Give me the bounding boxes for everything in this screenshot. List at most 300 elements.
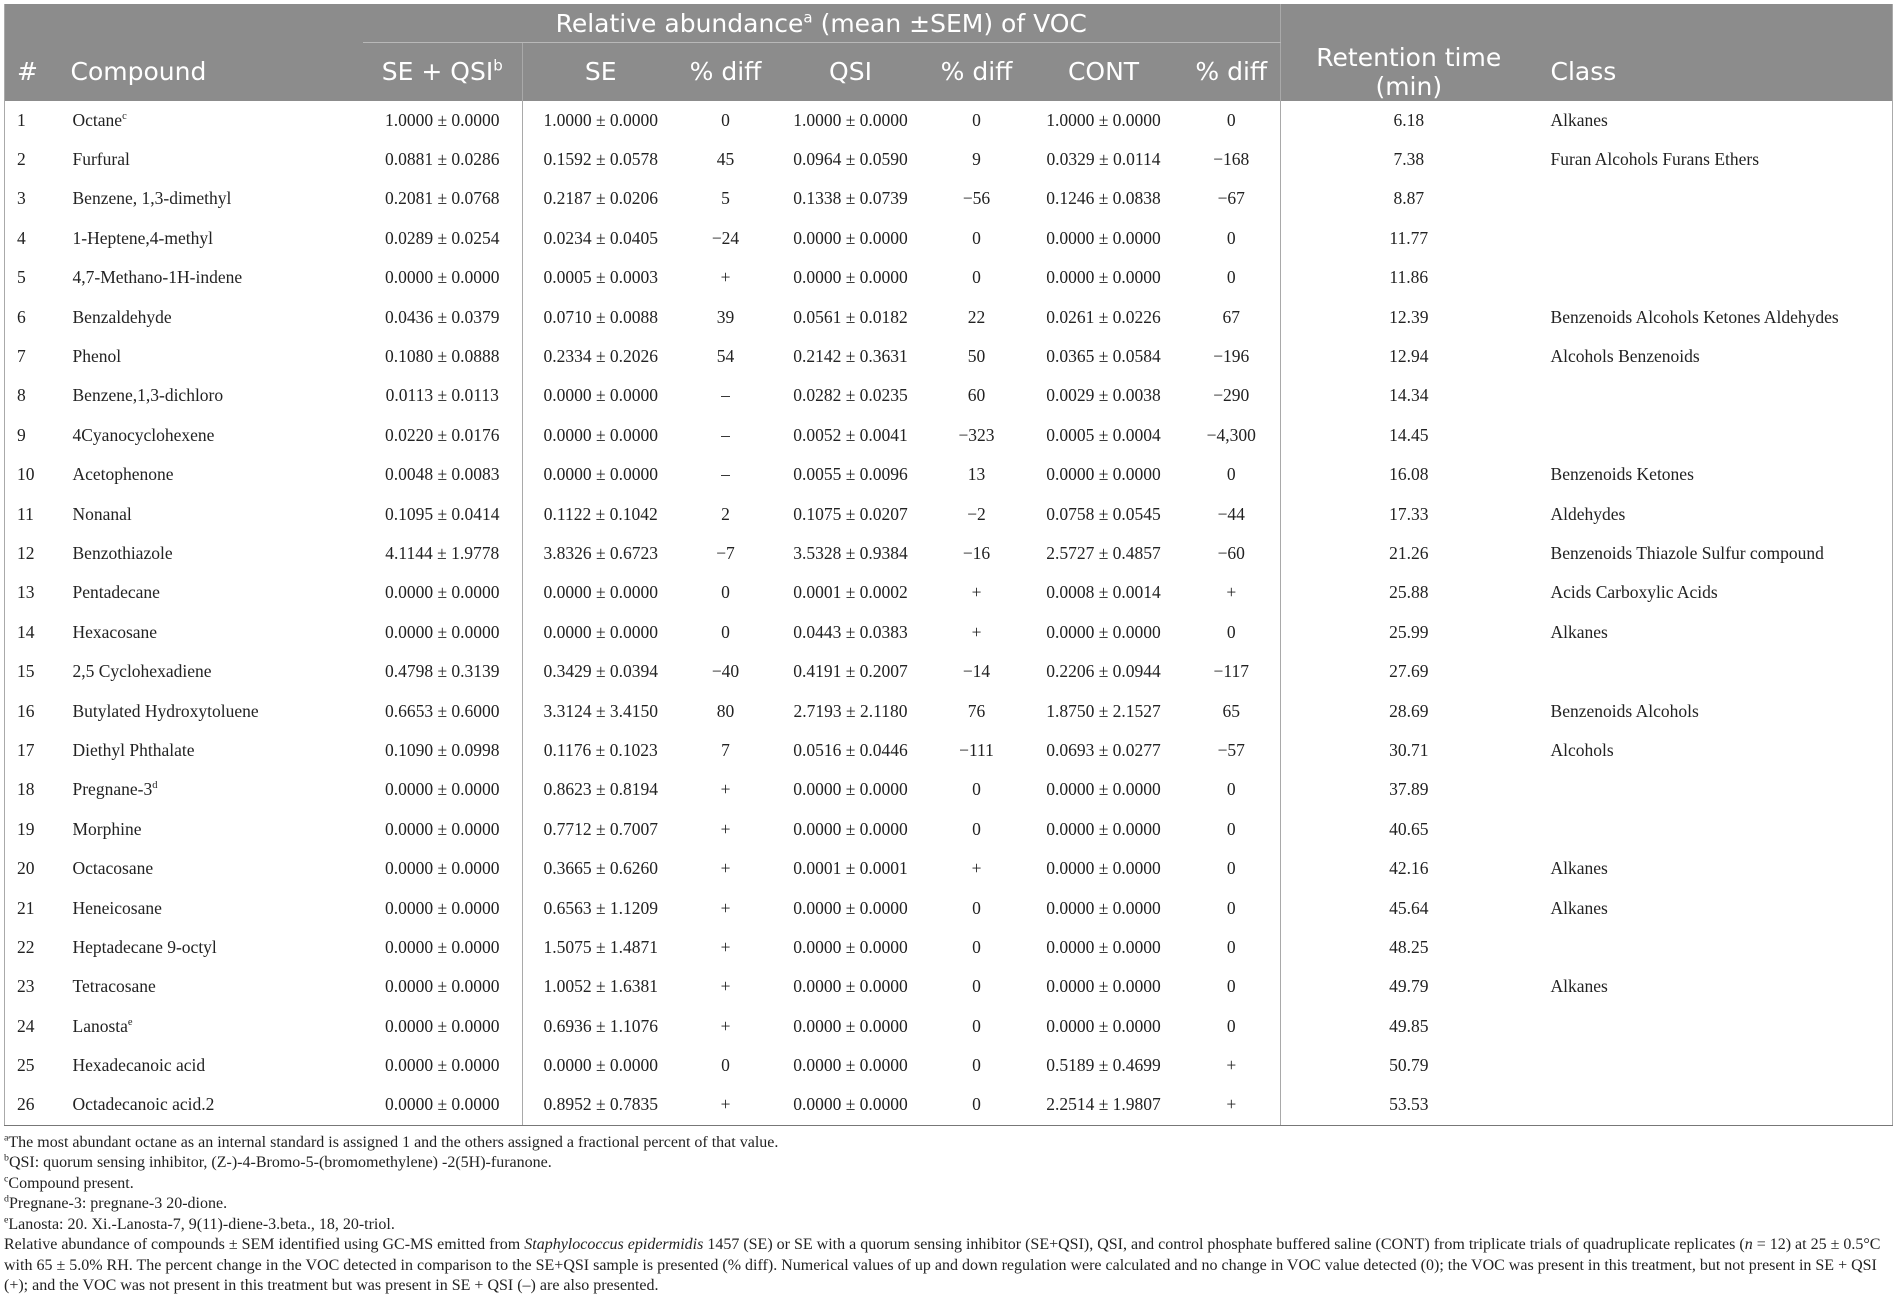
value-se-qsi: 0.0289 ± 0.0254 xyxy=(384,227,500,248)
value-se: 1.0052 ± 1.6381 xyxy=(523,967,679,1006)
diff-cont: 0 xyxy=(1226,227,1236,248)
diff-qsi: 0 xyxy=(972,897,981,918)
value-qsi: 0.0000 ± 0.0000 xyxy=(793,1015,908,1036)
diff-cont: 0 xyxy=(1226,858,1236,879)
table-row xyxy=(5,888,1893,927)
col-se-qsi: SE + $QSI^b$ xyxy=(381,56,503,87)
diff-se: 45 xyxy=(716,149,735,170)
diff-cont: + xyxy=(1226,582,1237,603)
value-cont: 0.0000 ± 0.0000 xyxy=(1046,621,1161,642)
value-qsi: 0.0516 ± 0.0446 xyxy=(793,739,908,760)
compound-name: Phenol xyxy=(72,346,122,367)
retention-time: 16.08 xyxy=(1281,455,1537,494)
diff-se: – xyxy=(721,464,730,485)
compound-class xyxy=(1537,219,1893,258)
row-number: 19 xyxy=(17,818,35,839)
value-qsi: 0.0000 ± 0.0000 xyxy=(793,779,908,800)
value-se: 1.5075 ± 1.4871 xyxy=(523,928,679,967)
retention-time: 12.94 xyxy=(1281,337,1537,376)
compound-class: Benzenoids Thiazole Sulfur compound xyxy=(1550,542,1824,563)
compound-name: Benzaldehyde xyxy=(72,306,172,327)
compound-name: Octacosane xyxy=(72,858,154,879)
diff-se: + xyxy=(720,897,731,918)
value-cont: 2.5727 ± 0.4857 xyxy=(1046,542,1161,563)
diff-qsi: 0 xyxy=(972,936,981,957)
value-qsi: 0.0000 ± 0.0000 xyxy=(793,818,908,839)
value-qsi: 0.0561 ± 0.0182 xyxy=(793,306,908,327)
row-number: 16 xyxy=(17,700,35,721)
value-cont: 0.0000 ± 0.0000 xyxy=(1046,976,1161,997)
value-se: 0.7712 ± 0.7007 xyxy=(523,810,679,849)
value-qsi: 0.1075 ± 0.0207 xyxy=(793,503,908,524)
table-row xyxy=(5,691,1893,730)
col-class: Class xyxy=(1550,57,1617,86)
table-row xyxy=(5,534,1893,573)
value-qsi: 0.0052 ± 0.0041 xyxy=(793,424,908,445)
table-row xyxy=(5,967,1893,1006)
table-row xyxy=(5,140,1893,179)
diff-se: + xyxy=(720,1015,731,1036)
col-number: # xyxy=(17,57,38,86)
table-row xyxy=(5,928,1893,967)
row-number: 11 xyxy=(17,503,34,524)
value-cont: 1.8750 ± 2.1527 xyxy=(1046,700,1161,721)
footnote-c: $^c$Compound present. xyxy=(4,1173,134,1192)
compound-class: Benzenoids Ketones xyxy=(1550,464,1694,485)
col-diff-cont: % diff xyxy=(1195,57,1268,87)
compound-name: 2,5 Cyclohexadiene xyxy=(72,661,212,682)
diff-cont: + xyxy=(1183,1085,1281,1125)
diff-se: 5 xyxy=(721,188,730,209)
value-cont: 0.0005 ± 0.0004 xyxy=(1046,424,1161,445)
value-se-qsi: 0.1095 ± 0.0414 xyxy=(384,503,500,524)
compound-name: Morphine xyxy=(72,818,142,839)
retention-time: 53.53 xyxy=(1281,1085,1537,1125)
header-row-group xyxy=(5,4,1893,43)
value-se-qsi: 0.4798 ± 0.3139 xyxy=(384,661,500,682)
diff-cont: 0 xyxy=(1226,818,1236,839)
value-cont: 0.0000 ± 0.0000 xyxy=(1046,464,1161,485)
compound-class: Alkanes xyxy=(1550,976,1608,997)
diff-cont: 0 xyxy=(1226,976,1236,997)
compound-name: Pentadecane xyxy=(72,582,160,603)
retention-time: 14.45 xyxy=(1281,416,1537,455)
retention-time: 6.18 xyxy=(1281,101,1537,140)
diff-cont: −168 xyxy=(1213,149,1250,170)
value-qsi: 0.0055 ± 0.0096 xyxy=(793,464,908,485)
row-number: 5 xyxy=(17,267,26,288)
compound-name: Pregnane-3$^d$ xyxy=(72,779,158,800)
col-qsi: QSI xyxy=(829,57,872,87)
table-row xyxy=(5,455,1893,494)
diff-se: + xyxy=(679,1085,773,1125)
header-row-columns xyxy=(5,43,1893,101)
diff-qsi: −111 xyxy=(959,739,994,760)
compound-name: Diethyl Phthalate xyxy=(72,739,195,760)
value-se-qsi: 0.0000 ± 0.0000 xyxy=(384,858,500,879)
value-se: 0.1592 ± 0.0578 xyxy=(523,140,679,179)
value-cont: 0.0000 ± 0.0000 xyxy=(1046,897,1161,918)
value-cont: 0.0000 ± 0.0000 xyxy=(1046,779,1161,800)
value-se: 0.8623 ± 0.8194 xyxy=(523,770,679,809)
compound-name: 1-Heptene,4-methyl xyxy=(72,227,213,248)
retention-time: 11.86 xyxy=(1281,258,1537,297)
value-cont: 0.0000 ± 0.0000 xyxy=(1046,936,1161,957)
diff-qsi: 0 xyxy=(972,818,981,839)
compound-name: 4,7-Methano-1H-indene xyxy=(72,267,243,288)
value-se-qsi: 0.0000 ± 0.0000 xyxy=(363,1085,523,1125)
diff-se: −24 xyxy=(711,227,740,248)
footnote-e: $^e$Lanosta: 20. Xi.-Lanosta-7, 9(11)-diene-3.beta., 18, 20-triol. xyxy=(4,1214,395,1233)
compound-class xyxy=(1537,928,1893,967)
value-se-qsi: 0.6653 ± 0.6000 xyxy=(384,700,500,721)
value-cont: 0.0000 ± 0.0000 xyxy=(1046,227,1161,248)
value-se: 0.0234 ± 0.0405 xyxy=(523,219,679,258)
compound-class: Alcohols xyxy=(1550,739,1614,760)
value-se-qsi: 0.0000 ± 0.0000 xyxy=(384,621,500,642)
diff-qsi: −16 xyxy=(962,542,991,563)
voc-table xyxy=(4,4,1893,1126)
table-row xyxy=(5,770,1893,809)
diff-se: −7 xyxy=(716,542,735,563)
compound-name: Octane$^c$ xyxy=(72,109,127,130)
diff-se: + xyxy=(720,936,731,957)
compound-name: Nonanal xyxy=(72,503,132,524)
retention-time: 21.26 xyxy=(1281,534,1537,573)
row-number: 20 xyxy=(17,858,35,879)
diff-cont: 0 xyxy=(1226,897,1236,918)
diff-se: + xyxy=(720,267,731,288)
diff-qsi: 13 xyxy=(967,464,986,485)
compound-name: Hexadecanoic acid xyxy=(72,1055,206,1076)
diff-se: 0 xyxy=(721,621,730,642)
table-row xyxy=(5,652,1893,691)
value-se: 0.1176 ± 0.1023 xyxy=(523,731,679,770)
value-se-qsi: 4.1144 ± 1.9778 xyxy=(385,542,500,563)
value-qsi: 0.0964 ± 0.0590 xyxy=(793,149,908,170)
value-se-qsi: 0.0220 ± 0.0176 xyxy=(384,424,500,445)
row-number: 21 xyxy=(17,897,35,918)
compound-class xyxy=(1537,1006,1893,1045)
table-row xyxy=(5,297,1893,336)
diff-cont: 0 xyxy=(1226,1015,1236,1036)
diff-se: 80 xyxy=(716,700,735,721)
table-row xyxy=(5,101,1893,140)
value-qsi: 0.0000 ± 0.0000 xyxy=(773,1085,929,1125)
value-se: 3.8326 ± 0.6723 xyxy=(523,534,679,573)
value-cont: 0.0000 ± 0.0000 xyxy=(1046,1015,1161,1036)
row-number: 1 xyxy=(17,109,26,130)
diff-qsi: 0 xyxy=(972,227,981,248)
diff-cont: −44 xyxy=(1217,503,1245,524)
value-se-qsi: 0.1080 ± 0.0888 xyxy=(384,346,500,367)
diff-qsi: 22 xyxy=(967,306,986,327)
retention-time: 11.77 xyxy=(1281,219,1537,258)
diff-se: 54 xyxy=(716,346,735,367)
row-number: 14 xyxy=(17,621,35,642)
diff-se: 0 xyxy=(721,109,730,130)
value-qsi: 0.0001 ± 0.0002 xyxy=(793,582,908,603)
group-header: Relative abundance$^a$ (mean ±SEM) of VOC xyxy=(363,4,1281,43)
compound-class xyxy=(1537,1085,1893,1125)
compound-class xyxy=(1537,416,1893,455)
value-se: 0.0000 ± 0.0000 xyxy=(523,1046,679,1085)
table-row xyxy=(5,731,1893,770)
table-row xyxy=(5,376,1893,415)
diff-qsi: 76 xyxy=(967,700,986,721)
diff-cont: 0 xyxy=(1226,621,1236,642)
value-se-qsi: 0.0436 ± 0.0379 xyxy=(384,306,500,327)
value-se: 0.0005 ± 0.0003 xyxy=(523,258,679,297)
value-cont: 0.0758 ± 0.0545 xyxy=(1046,503,1161,524)
value-se: 0.2187 ± 0.0206 xyxy=(523,179,679,218)
footnote-a: $^a$The most abundant octane as an internal standard is assigned 1 and the others assigned a fractional percent of that value. xyxy=(4,1132,779,1151)
table-row xyxy=(5,258,1893,297)
row-number: 7 xyxy=(17,346,26,367)
diff-qsi: 0 xyxy=(972,1015,981,1036)
compound-name: Hexacosane xyxy=(72,621,158,642)
diff-qsi: 0 xyxy=(929,1085,1025,1125)
retention-time: 30.71 xyxy=(1281,731,1537,770)
compound-class: Benzenoids Alcohols xyxy=(1550,700,1699,721)
diff-se: + xyxy=(720,779,731,800)
table-row xyxy=(5,1046,1893,1085)
diff-qsi: −323 xyxy=(958,424,995,445)
diff-se: 0 xyxy=(721,1055,730,1076)
value-qsi: 0.2142 ± 0.3631 xyxy=(793,346,908,367)
compound-name: Heneicosane xyxy=(72,897,162,918)
value-qsi: 0.0001 ± 0.0001 xyxy=(793,858,908,879)
diff-cont: 0 xyxy=(1226,779,1236,800)
retention-time: 25.88 xyxy=(1281,573,1537,612)
row-number: 6 xyxy=(17,306,26,327)
diff-qsi: + xyxy=(971,858,982,879)
retention-time: 27.69 xyxy=(1281,652,1537,691)
diff-qsi: 9 xyxy=(972,149,981,170)
compound-class xyxy=(1537,652,1893,691)
table-row xyxy=(5,810,1893,849)
compound-name: Benzene, 1,3-dimethyl xyxy=(72,188,232,209)
diff-cont: −290 xyxy=(1213,385,1250,406)
retention-time: 25.99 xyxy=(1281,613,1537,652)
value-se: 0.1122 ± 0.1042 xyxy=(523,494,679,533)
table-row xyxy=(5,1085,1893,1125)
value-se: 0.2334 ± 0.2026 xyxy=(523,337,679,376)
value-qsi: 0.0282 ± 0.0235 xyxy=(793,385,908,406)
diff-cont: 0 xyxy=(1226,936,1236,957)
row-number: 18 xyxy=(17,779,35,800)
row-number: 24 xyxy=(17,1015,35,1036)
value-se-qsi: 0.0000 ± 0.0000 xyxy=(384,779,500,800)
col-retention-time: Retention time (min) xyxy=(1281,43,1537,101)
retention-time: 17.33 xyxy=(1281,494,1537,533)
value-se: 0.0000 ± 0.0000 xyxy=(523,416,679,455)
value-cont: 0.0000 ± 0.0000 xyxy=(1046,818,1161,839)
diff-qsi: −14 xyxy=(962,661,991,682)
compound-class xyxy=(1537,258,1893,297)
compound-class: Alkanes xyxy=(1550,109,1608,130)
value-se: 0.8952 ± 0.7835 xyxy=(523,1085,679,1125)
value-cont: 0.0000 ± 0.0000 xyxy=(1046,267,1161,288)
value-cont: 0.0329 ± 0.0114 xyxy=(1046,149,1161,170)
compound-class: Aldehydes xyxy=(1550,503,1626,524)
footnotes xyxy=(4,1133,1890,1297)
diff-qsi: 0 xyxy=(972,779,981,800)
compound-name: Benzothiazole xyxy=(72,542,173,563)
diff-qsi: −2 xyxy=(967,503,986,524)
value-se-qsi: 0.1090 ± 0.0998 xyxy=(384,739,500,760)
value-se: 0.0000 ± 0.0000 xyxy=(523,376,679,415)
value-qsi: 0.0000 ± 0.0000 xyxy=(793,227,908,248)
compound-class xyxy=(1537,810,1893,849)
diff-qsi: + xyxy=(971,621,982,642)
diff-cont: −60 xyxy=(1217,542,1245,563)
retention-time: 37.89 xyxy=(1281,770,1537,809)
value-qsi: 2.7193 ± 2.1180 xyxy=(793,700,908,721)
value-se: 0.6563 ± 1.1209 xyxy=(523,888,679,927)
value-cont: 0.0029 ± 0.0038 xyxy=(1046,385,1161,406)
compound-class: Alcohols Benzenoids xyxy=(1550,346,1700,367)
col-diff-qsi: % diff xyxy=(940,57,1013,87)
compound-class: Acids Carboxylic Acids xyxy=(1550,582,1718,603)
retention-time: 42.16 xyxy=(1281,849,1537,888)
diff-qsi: 50 xyxy=(967,346,986,367)
table-row xyxy=(5,219,1893,258)
row-number: 17 xyxy=(17,739,35,760)
diff-cont: 0 xyxy=(1226,267,1236,288)
table-row xyxy=(5,573,1893,612)
value-qsi: 0.0443 ± 0.0383 xyxy=(793,621,908,642)
value-cont: 1.0000 ± 0.0000 xyxy=(1046,109,1161,130)
retention-time: 50.79 xyxy=(1281,1046,1537,1085)
value-se: 3.3124 ± 3.4150 xyxy=(523,691,679,730)
value-se: 0.0000 ± 0.0000 xyxy=(523,613,679,652)
value-cont: 0.5189 ± 0.4699 xyxy=(1046,1055,1161,1076)
diff-cont: −57 xyxy=(1217,739,1245,760)
value-se-qsi: 1.0000 ± 0.0000 xyxy=(384,109,500,130)
retention-time: 45.64 xyxy=(1281,888,1537,927)
value-cont: 0.0008 ± 0.0014 xyxy=(1046,582,1161,603)
retention-time: 7.38 xyxy=(1281,140,1537,179)
col-cont: CONT xyxy=(1067,57,1140,87)
compound-name: Acetophenone xyxy=(72,464,174,485)
diff-se: 7 xyxy=(721,739,730,760)
retention-time: 12.39 xyxy=(1281,297,1537,336)
diff-qsi: 0 xyxy=(972,267,981,288)
value-se: 0.6936 ± 1.1076 xyxy=(523,1006,679,1045)
value-se-qsi: 0.0000 ± 0.0000 xyxy=(384,582,500,603)
retention-time: 14.34 xyxy=(1281,376,1537,415)
value-qsi: 0.4191 ± 0.2007 xyxy=(793,661,908,682)
table-row xyxy=(5,613,1893,652)
diff-se: – xyxy=(721,424,730,445)
diff-qsi: 0 xyxy=(972,1055,981,1076)
table-container xyxy=(4,4,1892,1297)
value-se: 0.0710 ± 0.0088 xyxy=(523,297,679,336)
diff-qsi: + xyxy=(971,582,982,603)
compound-name: Furfural xyxy=(72,149,130,170)
compound-name: Heptadecane 9-octyl xyxy=(72,936,217,957)
value-se: 0.3429 ± 0.0394 xyxy=(523,652,679,691)
value-qsi: 0.0000 ± 0.0000 xyxy=(793,1055,908,1076)
retention-time: 48.25 xyxy=(1281,928,1537,967)
table-row xyxy=(5,849,1893,888)
diff-se: + xyxy=(720,858,731,879)
diff-se: −40 xyxy=(711,661,740,682)
compound-class xyxy=(1537,770,1893,809)
row-number: 2 xyxy=(17,149,26,170)
row-number: 3 xyxy=(17,188,26,209)
diff-cont: −117 xyxy=(1213,661,1249,682)
table-body xyxy=(5,101,1893,1126)
row-number: 12 xyxy=(17,542,35,563)
compound-class xyxy=(1537,1046,1893,1085)
diff-cont: 0 xyxy=(1226,109,1236,130)
diff-cont: −67 xyxy=(1217,188,1245,209)
compound-class: Alkanes xyxy=(1550,621,1608,642)
value-se-qsi: 0.0000 ± 0.0000 xyxy=(384,976,500,997)
compound-name: 4Cyanocyclohexene xyxy=(72,424,215,445)
row-number: 4 xyxy=(17,227,26,248)
value-se-qsi: 0.0048 ± 0.0083 xyxy=(384,464,500,485)
value-qsi: 0.0000 ± 0.0000 xyxy=(793,897,908,918)
value-cont: 0.0693 ± 0.0277 xyxy=(1046,739,1161,760)
retention-time: 28.69 xyxy=(1281,691,1537,730)
value-cont: 0.0365 ± 0.0584 xyxy=(1046,346,1161,367)
compound-name: Octadecanoic acid.2 xyxy=(59,1085,363,1125)
value-cont: 2.2514 ± 1.9807 xyxy=(1025,1085,1183,1125)
row-number: 26 xyxy=(5,1085,59,1125)
compound-name: Lanosta$^e$ xyxy=(72,1015,133,1036)
col-diff-se: % diff xyxy=(689,57,762,87)
value-se-qsi: 0.0000 ± 0.0000 xyxy=(384,897,500,918)
value-se-qsi: 0.0881 ± 0.0286 xyxy=(384,149,500,170)
value-qsi: 1.0000 ± 0.0000 xyxy=(793,109,908,130)
diff-se: 2 xyxy=(721,503,730,524)
table-row xyxy=(5,1006,1893,1045)
diff-se: – xyxy=(721,385,730,406)
table-row xyxy=(5,416,1893,455)
value-se-qsi: 0.0000 ± 0.0000 xyxy=(384,1055,500,1076)
value-qsi: 0.1338 ± 0.0739 xyxy=(793,188,908,209)
diff-qsi: 0 xyxy=(972,109,981,130)
value-qsi: 0.0000 ± 0.0000 xyxy=(793,267,908,288)
retention-time: 49.79 xyxy=(1281,967,1537,1006)
value-se-qsi: 0.0000 ± 0.0000 xyxy=(384,818,500,839)
col-se: SE xyxy=(523,43,679,101)
value-se-qsi: 0.0000 ± 0.0000 xyxy=(384,936,500,957)
diff-se: 39 xyxy=(716,306,735,327)
value-se-qsi: 0.0000 ± 0.0000 xyxy=(384,1015,500,1036)
value-cont: 0.1246 ± 0.0838 xyxy=(1046,188,1161,209)
retention-time: 40.65 xyxy=(1281,810,1537,849)
row-number: 9 xyxy=(17,424,26,445)
value-qsi: 0.0000 ± 0.0000 xyxy=(793,976,908,997)
row-number: 8 xyxy=(17,385,26,406)
diff-cont: 67 xyxy=(1222,306,1240,327)
footnote-b: $^b$QSI: quorum sensing inhibitor, (Z-)-4-Bromo-5-(bromomethylene) -2(5H)-furanone. xyxy=(4,1152,552,1172)
diff-cont: 0 xyxy=(1226,464,1236,485)
row-number: 22 xyxy=(17,936,35,957)
row-number: 23 xyxy=(17,976,35,997)
value-se-qsi: 0.0000 ± 0.0000 xyxy=(384,267,500,288)
value-cont: 0.0000 ± 0.0000 xyxy=(1046,858,1161,879)
diff-qsi: 0 xyxy=(972,976,981,997)
value-cont: 0.0261 ± 0.0226 xyxy=(1046,306,1161,327)
table-row xyxy=(5,337,1893,376)
diff-se: + xyxy=(720,976,731,997)
table-caption: Relative abundance of compounds ± SEM identified using GC-MS emitted from Staphylococcus epidermidis 1457 (SE) or SE with a quorum sensing inhibitor (SE+QSI), QSI, and control phosphate buffered saline (CONT) from triplicate trials of quadruplicate replicates (n = 12) at 25 ± 0.5°C with 65 ± 5.0% RH. The percent change in the VOC detected in comparison to the SE+QSI sample is presented (% diff). Numerical values of up and down regulation were calculated and no change in VOC value detected (0); the VOC was present in this treatment, but not present in SE + QSI (+); and the VOC was not present in this treatment but was present in SE + QSI (–) are also presented. xyxy=(4,1236,1881,1295)
